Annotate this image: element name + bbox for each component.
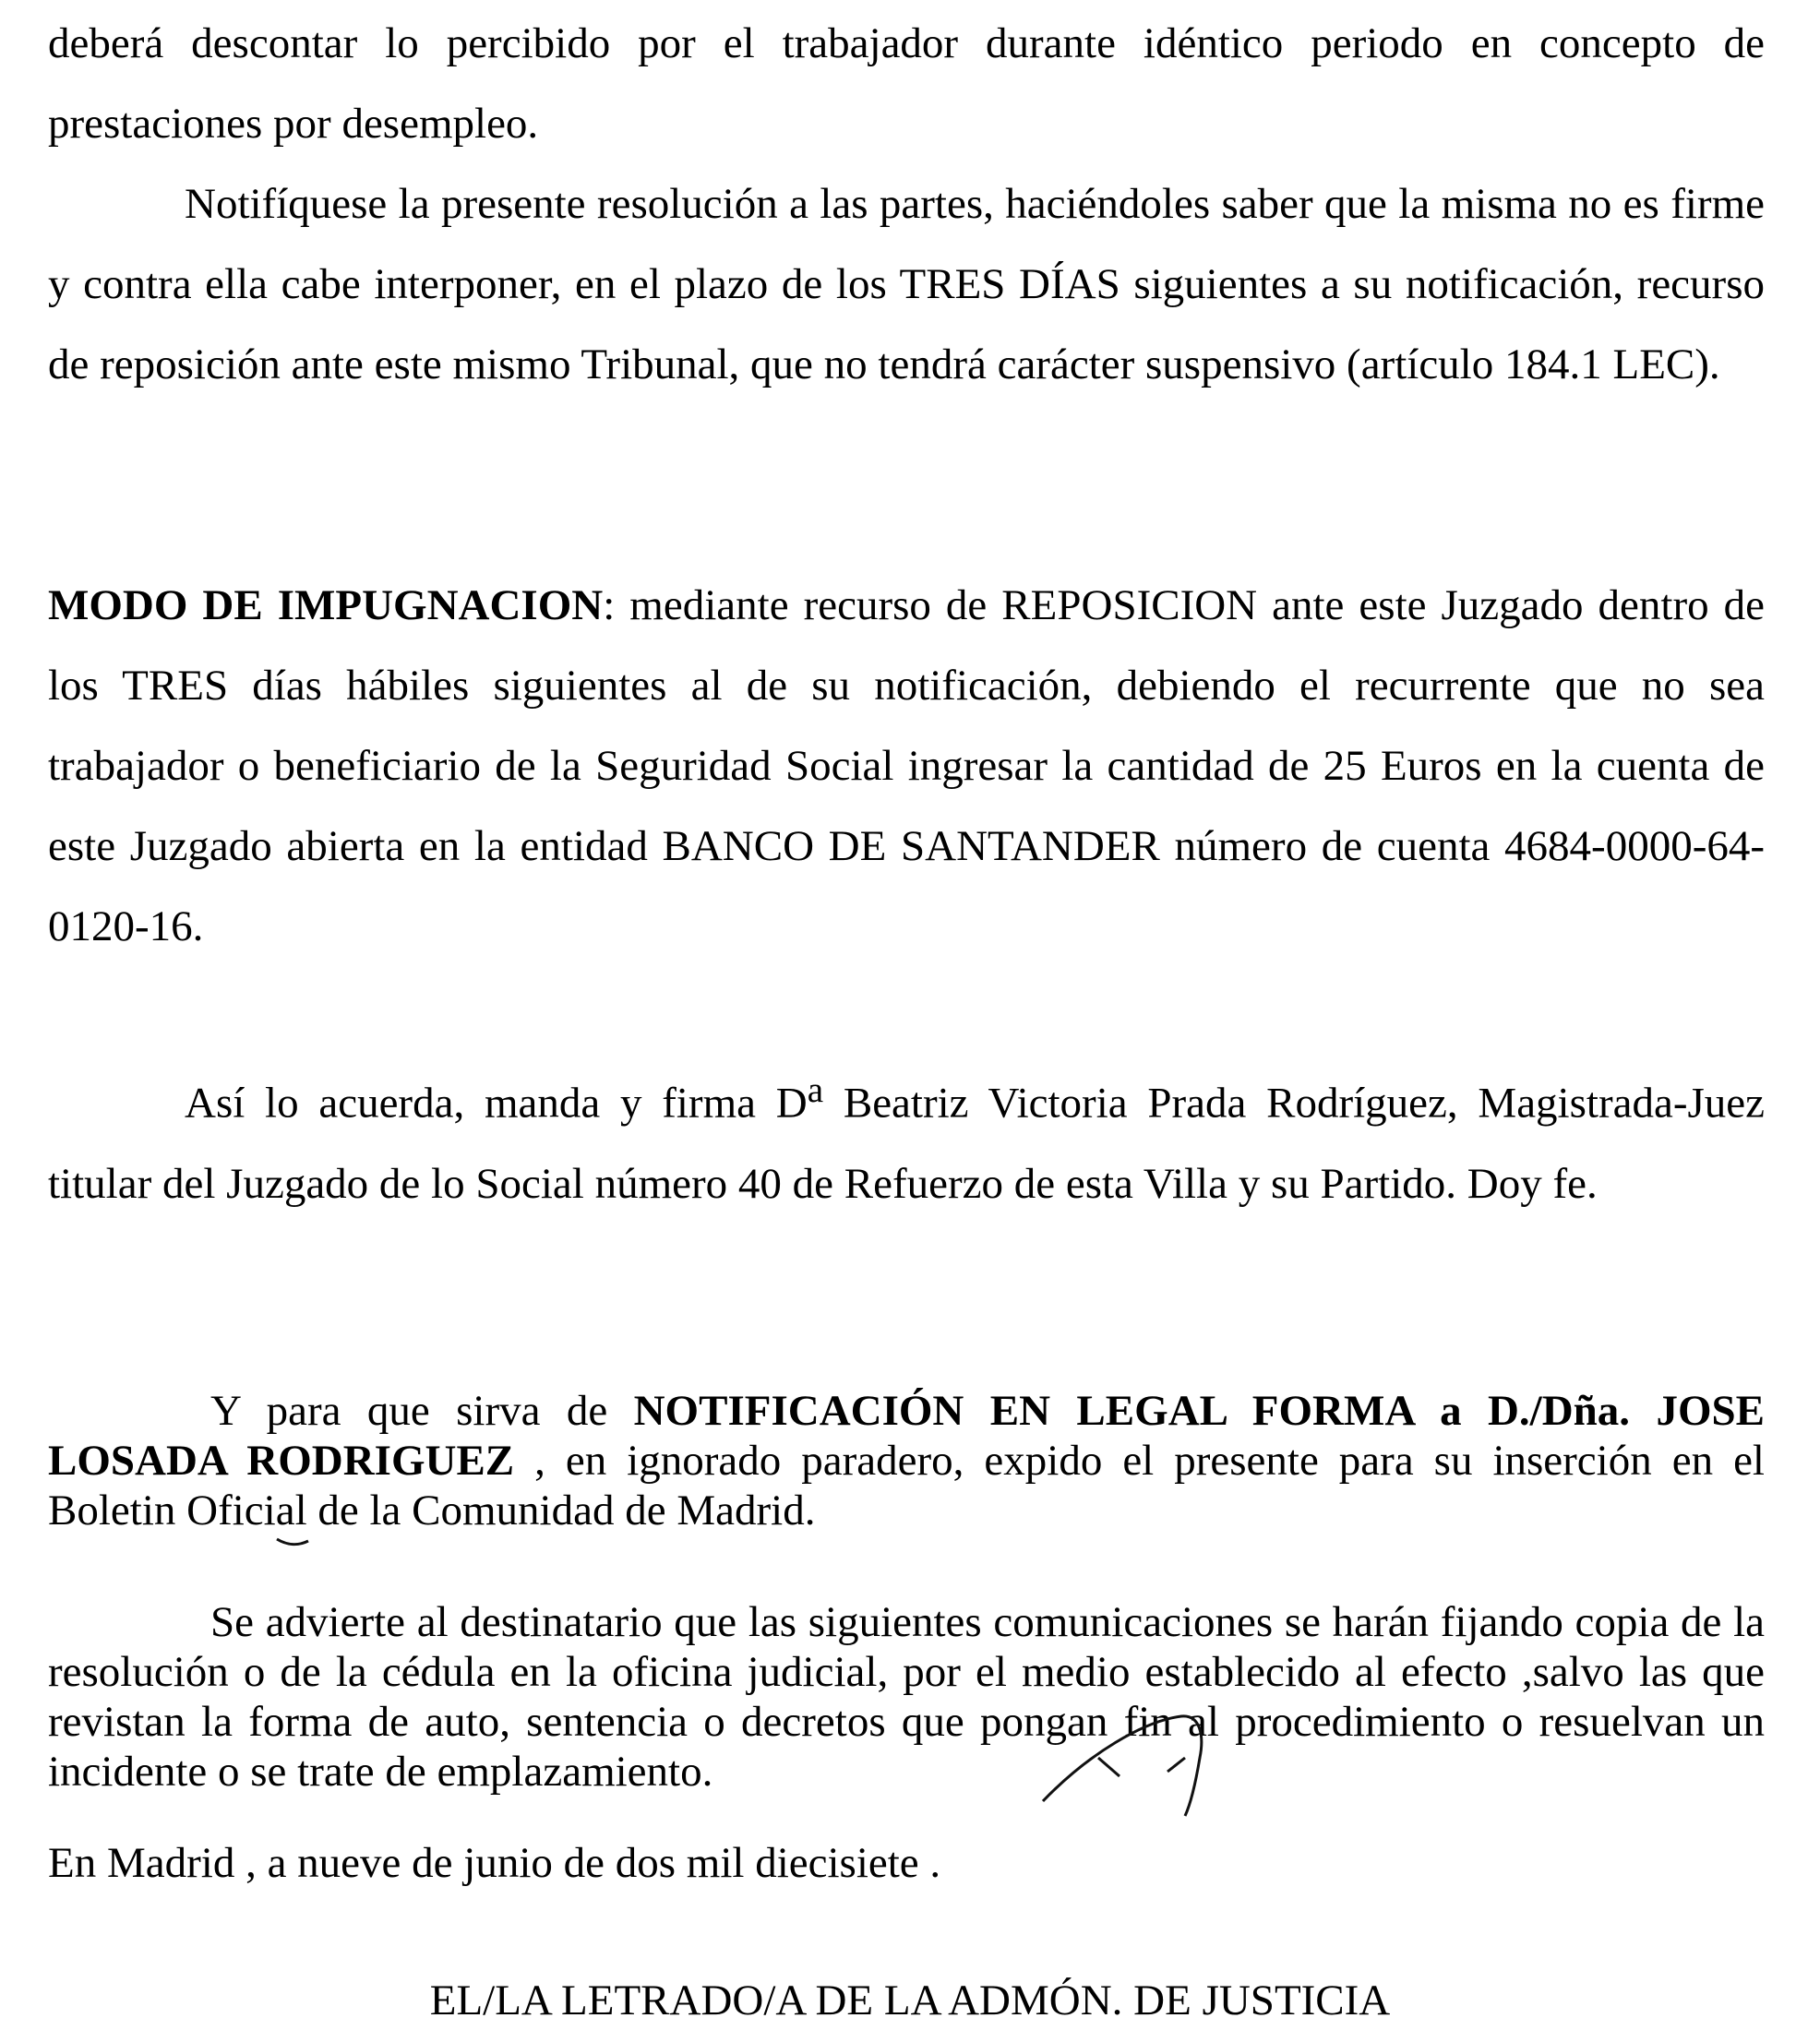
paragraph-fecha: En Madrid , a nueve de junio de dos mil diecisiete .: [48, 1839, 941, 1887]
modo-impugnacion-text: : mediante recurso de REPOSICION ante este Juzgado dentro de los TRES días hábiles siguientes al de su notificación, debiendo el recurrente que no sea trabajador o beneficiario de la Seguridad Social ingresar la cantidad de 25 Euros en la cuenta de este Juzgado abierta en la entidad BANCO DE SANTANDER número de cuenta 4684-0000-64-0120-16.: [48, 581, 1765, 950]
firma-text-before: Así lo acuerda, manda y firma D: [185, 1079, 808, 1128]
notificacion-intro: Y para que sirva de: [210, 1387, 634, 1435]
paragraph-notificacion-legal: [48, 1386, 1765, 1535]
paragraph-notificacion: Notifíquese la presente resolución a las partes, haciéndoles saber que la misma no es firme y contra ella cabe interponer, en el plazo de los TRES DÍAS siguientes a su notificación, recurso de reposición ante este mismo Tribunal, que no tendrá carácter suspensivo (artículo 184.1 LEC).: [48, 180, 1765, 388]
signature-line: EL/LA LETRADO/A DE LA ADMÓN. DE JUSTICIA: [429, 1976, 1391, 2024]
firma-superscript: a: [807, 1070, 824, 1110]
scribble-stroke-4: [277, 1539, 308, 1545]
paragraph-advertencia: Se advierte al destinatario que las siguientes comunicaciones se harán fijando copia de la resolución o de la cédula en la oficina judicial, por el medio establecido al efecto ,salvo las que revistan la forma de auto, sentencia o decretos que pongan fin al procedimiento o resuelvan un incidente o se trate de emplazamiento.: [48, 1598, 1765, 1796]
notificacion-bold-name: NOTIFICACIÓN EN LEGAL FORMA a D./Dña. JOSE LOSADA RODRIGUEZ: [48, 1387, 1765, 1485]
paragraph-firma-magistrada: [48, 1050, 1765, 1224]
paragraph-modo-impugnacion: [48, 566, 1765, 967]
notificacion-rest: , en ignorado paradero, expido el presente para su inserción en el Boletin Oficial de la Comunidad de Madrid.: [48, 1437, 1765, 1534]
firma-text-after: Beatriz Victoria Prada Rodríguez, Magistrada-Juez titular del Juzgado de lo Social número 40 de Refuerzo de esta Villa y su Partido. Doy fe.: [48, 1079, 1765, 1208]
modo-impugnacion-heading: MODO DE IMPUGNACION: [48, 581, 604, 629]
paragraph-prestaciones: deberá descontar lo percibido por el trabajador durante idéntico periodo en concepto de prestaciones por desempleo.: [48, 19, 1765, 148]
